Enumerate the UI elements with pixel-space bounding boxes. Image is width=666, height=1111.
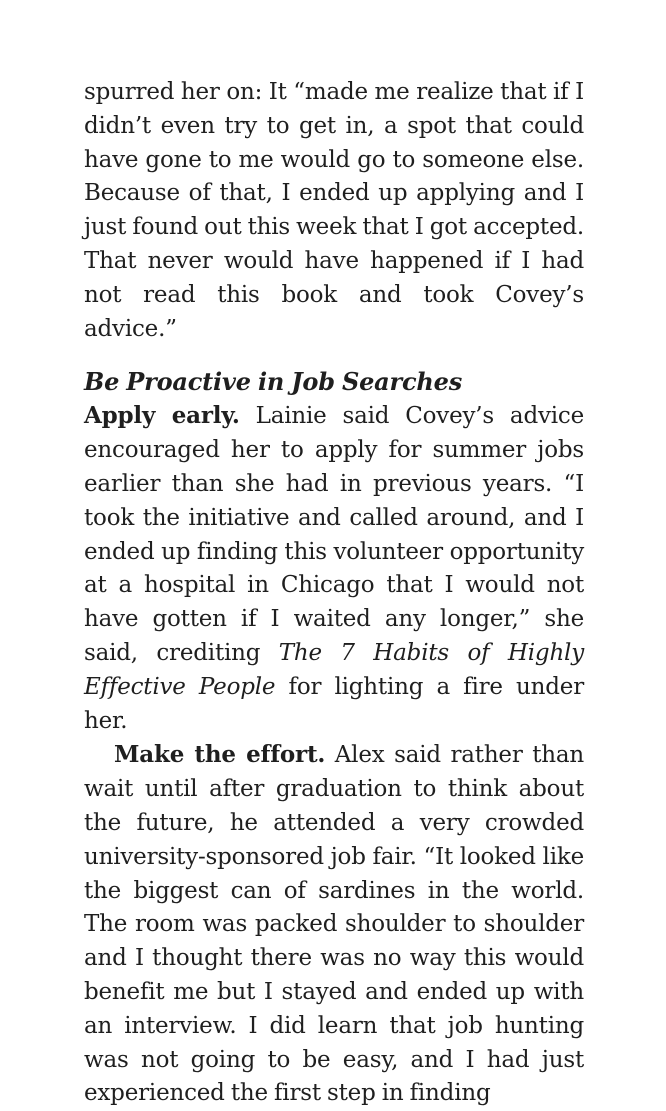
paragraph-make-the-effort (84, 738, 584, 1111)
lead-in-apply-early: Apply early. (84, 402, 240, 430)
section-heading: Be Proactive in Job Searches (84, 367, 463, 397)
paragraph-apply-early (84, 399, 584, 738)
book-title: The 7 Habits of Highly Effective People (84, 639, 585, 700)
lead-in-make-the-effort: Make the effort. (114, 741, 326, 769)
paragraph-text-part-a: Lainie said Covey’s advice encouraged her to apply for summer jobs earlier than she had in previous years. “I took the initiative and called around, and I ended up finding this volunteer opportunity at a hospital in Chicago that I would not have gotten if I waited any longer,” she said, crediting (84, 403, 585, 666)
paragraph-text: Alex said rather than wait until after graduation to think about the future, he attended a very crowded university-sponsored job fair. “It looked like the biggest can of sardines in the world. The room was packed shoulder to shoulder and I thought there was no way this would benefit me but I stayed and ended up with an interview. I did learn that job hunting was not going to be easy, and I had just experienced the first step in finding (84, 742, 584, 1107)
paragraph-text-part-b: for lighting a fire under her. (84, 673, 584, 734)
body-text (84, 76, 584, 1111)
paragraph-continuation: spurred her on: It “made me realize that if I didn’t even try to get in, a spot that could have gone to me would go to someone else. Because of that, I ended up applying and I just found out this week that I got accepted. That never would have happened if I had not read this book and took Covey’s advice.” (84, 79, 584, 342)
